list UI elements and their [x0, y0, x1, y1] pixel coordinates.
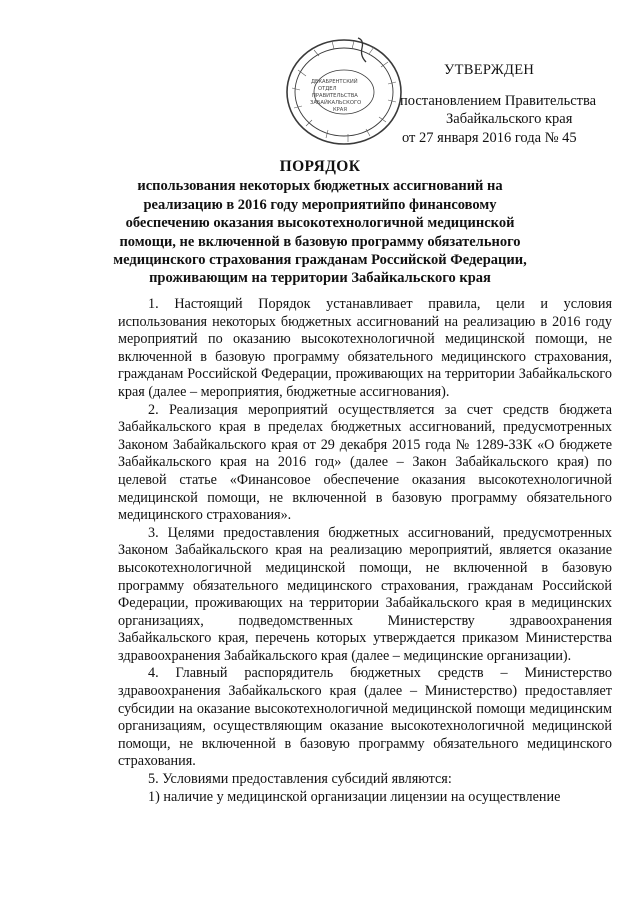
approval-date-number: от 27 января 2016 года № 45 [402, 130, 577, 146]
paragraph-3: 3. Целями предоставления бюджетных ассигнований, предусмотренных Законом Забайкальского края на реализацию мероприятий, является оказание высокотехнологичной медицинской помощи, не включенной в базовую программу обязательного медицинского страхования, гражданам Российской Федерации, проживающих на территории Забайкальского края в медицинских организациях, подведомственных Министерству здравоохранения Забайкальского края, перечень которых утверждается приказом Министерства здравоохранения Забайкальского края (далее – медицинские организации). [118, 524, 612, 664]
svg-text:ПРАВИТЕЛЬСТВА: ПРАВИТЕЛЬСТВА [312, 93, 358, 99]
paragraph-1: 1. Настоящий Порядок устанавливает правила, цели и условия использования некоторых бюджетных ассигнований на реализацию в 2016 году мероприятий по оказанию высокотехнологичной медицинской помощи, не включенной в базовую программу обязательного медицинского страхования, гражданам Российской Федерации, проживающих на территории Забайкальского края (далее – мероприятия, бюджетные ассигнования). [118, 296, 612, 400]
document-heading [100, 158, 540, 288]
svg-text:ДЕКАБРЕНТСКИЙ: ДЕКАБРЕНТСКИЙ [311, 79, 358, 85]
approval-region: Забайкальского края [446, 111, 573, 127]
paragraph-2: 2. Реализация мероприятий осуществляется за счет средств бюджета Забайкальского края в пределах бюджетных ассигнований, предусмотренных Законом Забайкальского края от 29 декабря 2015 года № 1289-ЗЗК «О бюджете Забайкальского края на 2016 год» (далее – Закон Забайкальского края) по целевой статье «Финансовое обеспечение оказания высокотехнологичной медицинской помощи, не включенной в базовую программу обязательного медицинского страхования». [118, 401, 612, 524]
document-subtitle: использования некоторых бюджетных ассигнований на реализацию в 2016 году мероприятийпо финансовому обеспечению оказания высокотехнологичной медицинской помощи, не включенной в базовую программу обязательного медицинского страхования гражданам Российской Федерации, проживающим на территории Забайкальского края [113, 178, 527, 287]
svg-text:КРАЯ: КРАЯ [333, 107, 347, 113]
paragraph-5-1: 1) наличие у медицинской организации лицензии на осуществление [148, 788, 561, 805]
paragraph-4: 4. Главный распорядитель бюджетных средств – Министерство здравоохранения Забайкальского края (далее – Министерство) предоставляет субсидии на оказание высокотехнологичной медицинской помощи медицинским организациям, осуществляющим оказание высокотехнологичной медицинской помощи, не включенной в базовую программу обязательного медицинского страхования. [118, 665, 612, 770]
paragraph-5: 5. Условиями предоставления субсидий являются: [148, 771, 452, 788]
document-title: ПОРЯДОК [279, 158, 361, 175]
approval-resolution: постановлением Правительства [400, 93, 597, 109]
svg-text:ЗАБАЙКАЛЬСКОГО: ЗАБАЙКАЛЬСКОГО [310, 100, 362, 106]
svg-text:ОТДЕЛ: ОТДЕЛ [318, 86, 337, 92]
document-body [118, 296, 612, 806]
official-seal-icon [278, 30, 408, 150]
approval-title: УТВЕРЖДЕН [444, 62, 535, 78]
